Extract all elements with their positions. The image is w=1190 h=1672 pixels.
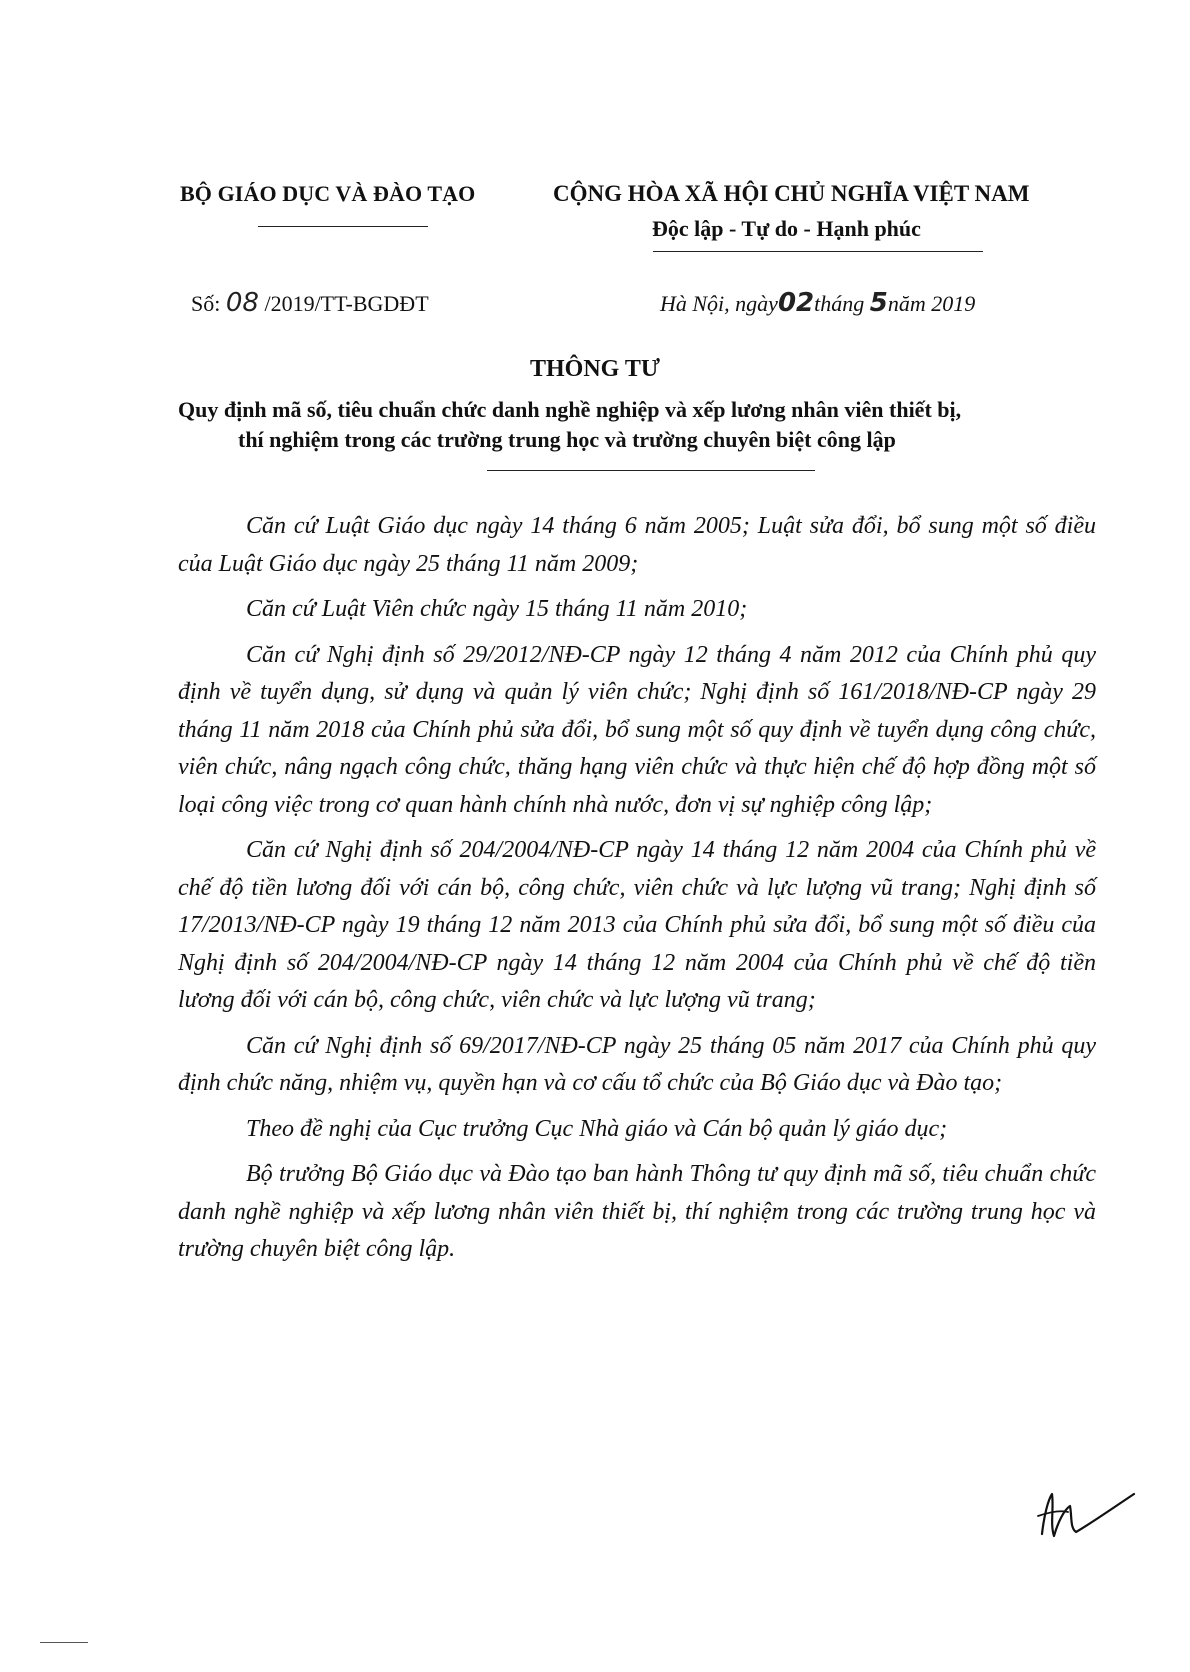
document-body [178,508,1096,1277]
date-month-label: tháng [814,291,870,316]
body-paragraph: Bộ trưởng Bộ Giáo dục và Đào tạo ban hành Thông tư quy định mã số, tiêu chuẩn chức danh nghề nghiệp và xếp lương nhân viên thiết bị, thí nghiệm trong các trường trung học và trường chuyên biệt công lập. [178,1161,1096,1262]
body-paragraph: Căn cứ Nghị định số 29/2012/NĐ-CP ngày 12 tháng 4 năm 2012 của Chính phủ quy định về tuyển dụng, sử dụng và quản lý viên chức; Nghị định số 161/2018/NĐ-CP ngày 29 tháng 11 năm 2018 của Chính phủ sửa đổi, bổ sung một số quy định về tuyển dụng công chức, viên chức, nâng ngạch công chức, thăng hạng viên chức và thực hiện chế độ hợp đồng một số loại công việc trong cơ quan hành chính nhà nước, đơn vị sự nghiệp công lập; [178,641,1096,818]
initial-signature [1030,1486,1140,1546]
document-type-title: THÔNG TƯ [529,356,661,382]
subject-line-2: thí nghiệm trong các trường trung học và trường chuyên biệt công lập [238,427,896,452]
body-paragraph: Theo đề nghị của Cục trưởng Cục Nhà giáo và Cán bộ quản lý giáo dục; [246,1115,948,1142]
footer-mark [40,1642,88,1643]
date-place: Hà Nội, ngày [660,291,778,316]
body-paragraph: Căn cứ Nghị định số 69/2017/NĐ-CP ngày 25 tháng 05 năm 2017 của Chính phủ quy định chức năng, nhiệm vụ, quyền hạn và cơ cấu tổ chức của Bộ Giáo dục và Đào tạo; [178,1032,1096,1096]
issuing-ministry: BỘ GIÁO DỤC VÀ ĐÀO TẠO [180,181,476,206]
ministry-underline [258,226,428,227]
date-year: năm 2019 [887,291,976,316]
national-title: CỘNG HÒA XÃ HỘI CHỦ NGHĨA VIỆT NAM [553,181,1030,206]
body-paragraph: Căn cứ Luật Giáo dục ngày 14 tháng 6 năm 2005; Luật sửa đổi, bổ sung một số điều của Luật Giáo dục ngày 25 tháng 11 năm 2009; [178,513,1096,577]
document-number [191,288,429,318]
body-paragraph: Căn cứ Luật Viên chức ngày 15 tháng 11 năm 2010; [246,596,748,622]
body-paragraph: Căn cứ Nghị định số 204/2004/NĐ-CP ngày 14 tháng 12 năm 2004 của Chính phủ về chế độ tiền lương đối với cán bộ, công chức, viên chức và lực lượng vũ trang; Nghị định số 17/2013/NĐ-CP ngày 19 tháng 12 năm 2013 của Chính phủ sửa đổi, bổ sung một số điều của Nghị định số 204/2004/NĐ-CP ngày 14 tháng 12 năm 2004 của Chính phủ về chế độ tiền lương đối với cán bộ, công chức, viên chức và lực lượng vũ trang; [178,837,1096,1013]
date-month-handwritten: 5 [869,288,888,318]
number-suffix: /2019/TT-BGDĐT [258,291,429,316]
national-motto: Độc lập - Tự do - Hạnh phúc [652,216,921,241]
subject-line-1: Quy định mã số, tiêu chuẩn chức danh nghề nghiệp và xếp lương nhân viên thiết bị, [178,397,962,422]
date-day-handwritten: 02 [777,288,815,318]
number-handwritten: 08 [225,288,259,318]
document-date [660,288,975,318]
subject-underline [487,470,815,471]
motto-underline [653,251,983,252]
number-prefix: Số: [191,291,226,316]
